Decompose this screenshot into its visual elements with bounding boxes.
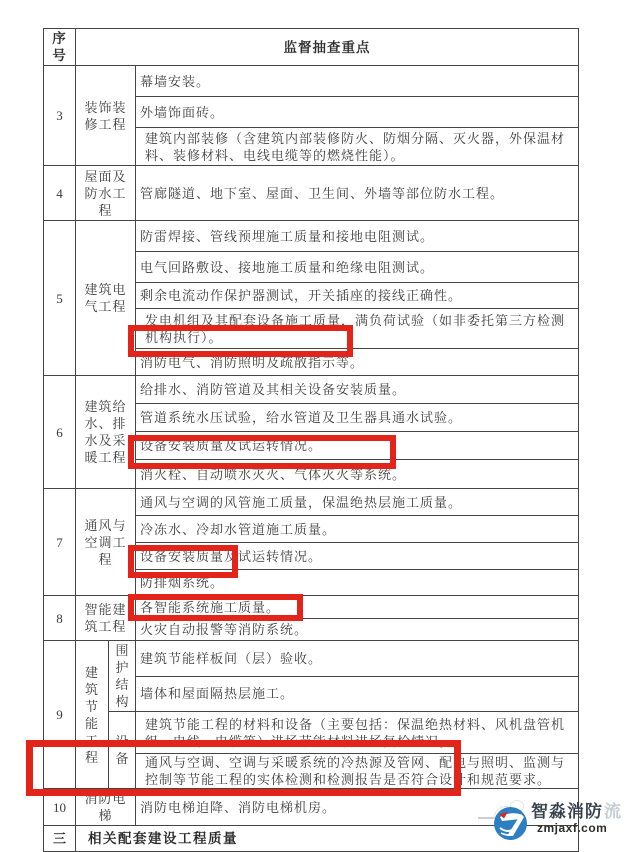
row-number: 9 <box>44 641 76 789</box>
item-cell: 通风与空调的风管施工质量，保温绝热层施工质量。 <box>136 489 579 516</box>
item-cell: 通风与空调、空调与采暖系统的冷热源及管网、配电与照明、监测与控制等节能工程的实体检测和检测报告是否符合设计和规范要求。 <box>136 754 579 789</box>
item-cell: 剩余电流动作保护器测试，开关插座的接线正确性。 <box>136 283 579 309</box>
row-number: 4 <box>44 166 76 221</box>
category-cell: 装饰装修工程 <box>76 66 136 166</box>
subcategory-cell: 设备 <box>109 712 136 789</box>
inspection-table <box>43 28 579 852</box>
row-number: 5 <box>44 221 76 376</box>
row-number: 10 <box>44 789 76 826</box>
row-number: 3 <box>44 66 76 166</box>
row-number: 7 <box>44 489 76 596</box>
category-cell: 消防电梯 <box>76 789 136 826</box>
item-cell: 发电机组及其配套设备施工质量，满负荷试验（如非委托第三方检测机构执行）。 <box>136 309 579 349</box>
category-cell: 智能建筑工程 <box>76 596 136 641</box>
subcategory-cell: 围护结构 <box>109 641 136 712</box>
category-cell: 建筑节能工程 <box>76 641 109 789</box>
item-cell: 墙体和屋面隔热层施工。 <box>136 676 579 712</box>
header-no: 序号 <box>44 29 76 66</box>
item-cell: 外墙饰面砖。 <box>136 97 579 128</box>
logo-brand-suffix: 流 <box>604 802 622 821</box>
item-cell: 幕墙安装。 <box>136 66 579 97</box>
item-cell: 各智能系统施工质量。 <box>136 596 579 619</box>
item-cell: 管道系统水压试验，给水管道及卫生器具通水试验。 <box>136 404 579 432</box>
item-cell-highlighted: 消防电气、消防照明及疏散指示等。 <box>136 349 579 376</box>
row-number: 8 <box>44 596 76 641</box>
item-cell: 冷冻水、冷却水管道施工质量。 <box>136 516 579 543</box>
row-number: 6 <box>44 376 76 489</box>
item-cell-highlighted: 消防电梯迫降、消防电梯机房。 <box>136 789 579 826</box>
item-cell: 给排水、消防管道及其相关设备安装质量。 <box>136 376 579 404</box>
item-cell: 设备安装质量及试运转情况。 <box>136 543 579 570</box>
item-cell: 建筑节能工程的材料和设备（主要包括：保温绝热材料、风机盘管机组、电线、电缆等）进场节能材料进场复检情况。 <box>136 712 579 754</box>
item-cell: 建筑内部装修（含建筑内部装修防火、防烟分隔、灭火器，外保温材料、装修材料、电线电缆等的燃烧性能）。 <box>136 128 579 166</box>
item-cell-highlighted: 消火栓、自动喷水灭火、气体灭火等系统。 <box>136 460 579 489</box>
header-focus: 监督抽查重点 <box>76 29 579 66</box>
zhimiao-logo-icon <box>492 805 529 842</box>
item-cell-highlighted: 防排烟系统。 <box>136 570 579 596</box>
item-cell-highlighted: 火灾自动报警等消防系统。 <box>136 619 579 641</box>
item-cell: 设备安装质量及试运转情况。 <box>136 432 579 460</box>
category-cell: 建筑给水、排水及采暖工程 <box>76 376 136 489</box>
item-cell: 管廊隧道、地下室、屋面、卫生间、外墙等部位防水工程。 <box>136 166 579 221</box>
item-cell: 电气回路敷设、接地施工质量和绝缘电阻测试。 <box>136 252 579 283</box>
category-cell: 通风与空调工程 <box>76 489 136 596</box>
footer-row-label: 相关配套建设工程质量 <box>76 826 579 852</box>
logo-brand-text: 智淼消防 <box>531 802 603 821</box>
zhimiao-fire-logo <box>492 803 622 842</box>
category-cell: 屋面及防水工程 <box>76 166 136 221</box>
category-cell: 建筑电气工程 <box>76 221 136 376</box>
footer-row-number: 三 <box>44 826 76 852</box>
item-cell: 建筑节能样板间（层）验收。 <box>136 641 579 677</box>
logo-domain-text: zmjaxf.com <box>537 821 608 835</box>
item-cell: 防雷焊接、管线预埋施工质量和接地电阻测试。 <box>136 221 579 252</box>
